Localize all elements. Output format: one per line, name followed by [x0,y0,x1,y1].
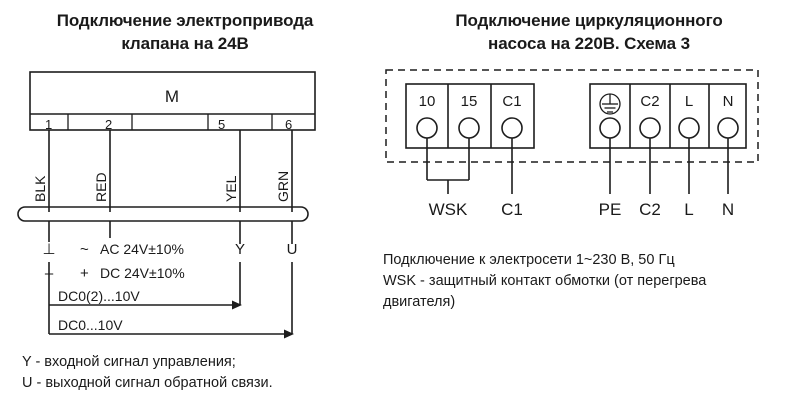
terminal-hole-pe [600,118,620,138]
left-legend [22,352,362,394]
terminal-hole-c1 [502,118,522,138]
left-diagram-title [10,10,360,56]
dc-voltage-label: DC 24V±10% [100,265,185,281]
dc-plus-symbol: + [80,265,89,282]
terminal-number-5: 5 [218,117,226,132]
wire-color-red: RED [93,172,109,202]
terminal-hole-l [679,118,699,138]
terminal-label-l: L [684,93,694,110]
right-legend [383,250,798,313]
terminal-hole-15 [459,118,479,138]
bottom-label-n: N [721,200,735,219]
range-top-label: DC0(2)...10V [58,288,140,304]
left-schematic-svg [0,62,370,392]
terminal-hole-c2 [640,118,660,138]
wire-color-yel: YEL [223,175,239,202]
pump-connection-diagram-panel [378,0,800,405]
terminal-hole-10 [417,118,437,138]
terminal-number-2: 2 [105,117,113,132]
terminal-hole-n [718,118,738,138]
valve-actuator-diagram-panel [0,0,370,405]
ac-voltage-label: AC 24V±10% [100,241,184,257]
right-legend-line-2: WSK - защитный контакт обмотки (от перегрева [383,273,707,290]
terminal-number-1: 1 [45,117,53,132]
right-title-line-2: насоса на 220В. Схема 3 [488,33,690,53]
range-bottom-label: DC0...10V [58,317,123,333]
bottom-label-pe: PE [598,200,622,219]
terminal-label-c2: C2 [640,93,660,110]
left-title-line-2: клапана на 24В [121,33,249,53]
minus-symbol: – [44,265,54,282]
terminal-label-15: 15 [460,93,478,110]
bottom-label-l: L [684,200,694,219]
terminal-label-c1: C1 [502,93,522,110]
bottom-label-c2: C2 [639,200,661,219]
right-schematic-svg [378,62,800,242]
right-legend-line-3: двигателя) [383,294,456,311]
y-signal-label: Y [234,241,246,258]
left-title-line-1: Подключение электропривода [56,11,314,30]
terminal-label-n: N [722,93,734,110]
earth-ground-icon [600,94,620,114]
terminal-label-10: 10 [418,93,436,110]
wire-color-blk: BLK [32,175,48,202]
left-legend-line-1: Y - входной сигнал управления; [22,354,236,370]
bottom-label-wsk: WSK [428,200,468,219]
cable-sleeve [18,207,308,221]
u-signal-label: U [286,241,298,258]
wire-color-grn: GRN [275,170,291,202]
left-legend-line-2: U - выходной сигнал обратной связи. [22,375,273,392]
ac-symbol: ~ [80,241,89,258]
right-diagram-title [383,10,795,56]
terminal-number-6: 6 [285,117,293,132]
motor-label: M [164,87,180,106]
bottom-label-c1: C1 [501,200,523,219]
right-title-line-1: Подключение циркуляционного [455,11,723,30]
right-legend-line-1: Подключение к электросети 1~230 В, 50 Гц [383,252,675,268]
ground-symbol: ⊥ [42,241,56,258]
